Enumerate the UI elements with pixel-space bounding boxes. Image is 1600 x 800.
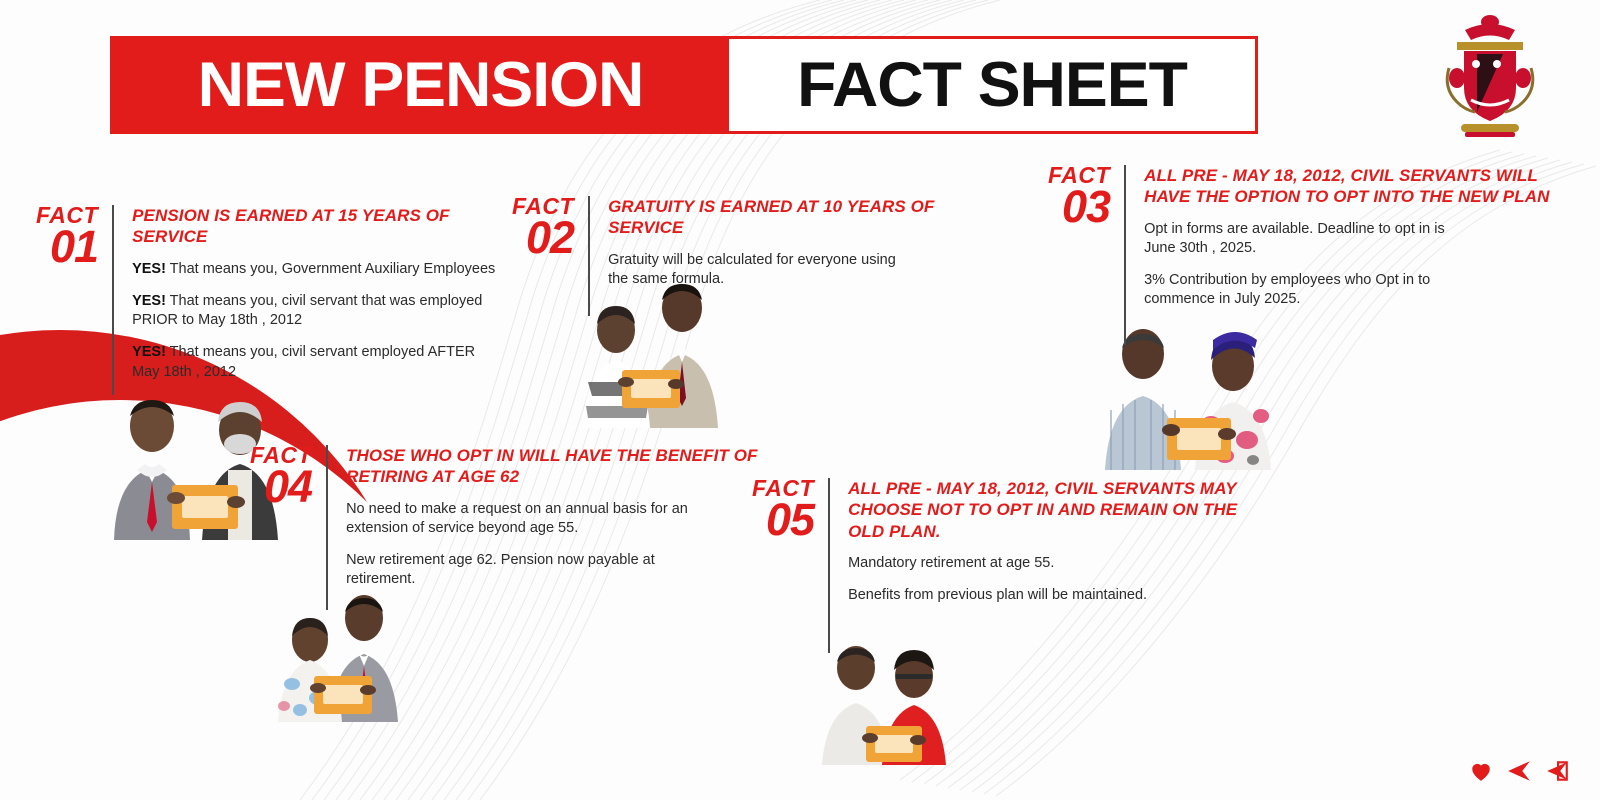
send-icon[interactable] — [1506, 758, 1532, 784]
coat-of-arms-icon — [1435, 8, 1545, 140]
fact-label: FACT — [1048, 162, 1111, 188]
fact-number-02 — [512, 193, 588, 316]
fact-paragraph: Mandatory retirement at age 55. — [848, 554, 1055, 571]
fact-digits: 05 — [766, 494, 815, 546]
fact-body-01 — [112, 205, 506, 395]
share-icon[interactable] — [1544, 758, 1570, 784]
photo-couple-smiling-with-folder — [252, 592, 432, 722]
fact-title-01: PENSION IS EARNED AT 15 YEARS OF SERVICE — [132, 206, 450, 247]
paragraph-text: That means you, Government Auxiliary Employees — [165, 260, 496, 277]
fact-title-03: ALL PRE - MAY 18, 2012, CIVIL SERVANTS WILL HAVE THE OPTION TO OPT INTO THE NEW PLAN — [1144, 166, 1550, 207]
page-title-black: FACT SHEET — [797, 49, 1187, 120]
fact-title-04: THOSE WHO OPT IN WILL HAVE THE BENEFIT OF RETIRING AT AGE 62 — [346, 446, 758, 487]
paragraph-text: That means you, civil servant employed AFTER May 18th , 2012 — [132, 344, 476, 380]
fact-block-04 — [250, 442, 760, 610]
fact-paragraph: Gratuity will be calculated for everyone using the same formula. — [608, 251, 896, 287]
fact-block-01 — [36, 202, 506, 395]
fact-paragraph — [132, 292, 506, 331]
fact-paragraph: Benefits from previous plan will be maintained. — [848, 587, 1148, 604]
fact-block-03 — [1048, 162, 1578, 345]
social-icon-row — [1468, 758, 1570, 784]
fact-label: FACT — [752, 475, 815, 501]
fact-block-05 — [752, 475, 1272, 653]
fact-paragraph — [132, 343, 506, 382]
fact-body-02 — [588, 196, 992, 316]
fact-body-04 — [326, 445, 760, 610]
emphasis-yes: YES! — [132, 292, 166, 309]
fact-label: FACT — [512, 193, 575, 219]
fact-paragraph: No need to make a request on an annual basis for an extension of service beyond age 55. — [346, 500, 688, 536]
emphasis-yes: YES! — [132, 344, 166, 361]
page-title-banner — [110, 36, 1258, 134]
fact-number-01 — [36, 202, 112, 395]
fact-block-02 — [512, 193, 992, 316]
fact-paragraph: 3% Contribution by employees who Opt in to commence in July 2025. — [1144, 272, 1431, 308]
fact-number-03 — [1048, 162, 1124, 345]
heart-icon[interactable] — [1468, 758, 1494, 784]
fact-title-02: GRATUITY IS EARNED AT 10 YEARS OF SERVICE — [608, 197, 935, 238]
paragraph-text: That means you, civil servant that was employed PRIOR to May 18th , 2012 — [132, 292, 483, 329]
fact-label: FACT — [36, 202, 99, 228]
title-black-block — [729, 39, 1255, 131]
title-red-block — [113, 39, 729, 131]
fact-body-03 — [1124, 165, 1578, 345]
fact-title-05: ALL PRE - MAY 18, 2012, CIVIL SERVANTS MAY CHOOSE NOT TO OPT IN AND REMAIN ON THE OLD PLAN. — [848, 479, 1238, 541]
fact-body-05 — [828, 478, 1272, 653]
fact-digits: 01 — [50, 221, 99, 273]
emphasis-yes: YES! — [132, 260, 166, 277]
fact-paragraph: New retirement age 62. Pension now payable at retirement. — [346, 552, 655, 588]
fact-paragraph: Opt in forms are available. Deadline to opt in is June 30th , 2025. — [1144, 220, 1445, 256]
fact-paragraph — [132, 260, 506, 279]
page-title-red: NEW PENSION — [198, 49, 644, 120]
fact-number-04 — [250, 442, 326, 610]
fact-number-05 — [752, 475, 828, 653]
fact-digits: 03 — [1062, 181, 1111, 233]
fact-digits: 04 — [264, 461, 313, 513]
photo-pair-with-folder — [800, 640, 970, 765]
fact-label: FACT — [250, 442, 313, 468]
fact-digits: 02 — [526, 212, 575, 264]
